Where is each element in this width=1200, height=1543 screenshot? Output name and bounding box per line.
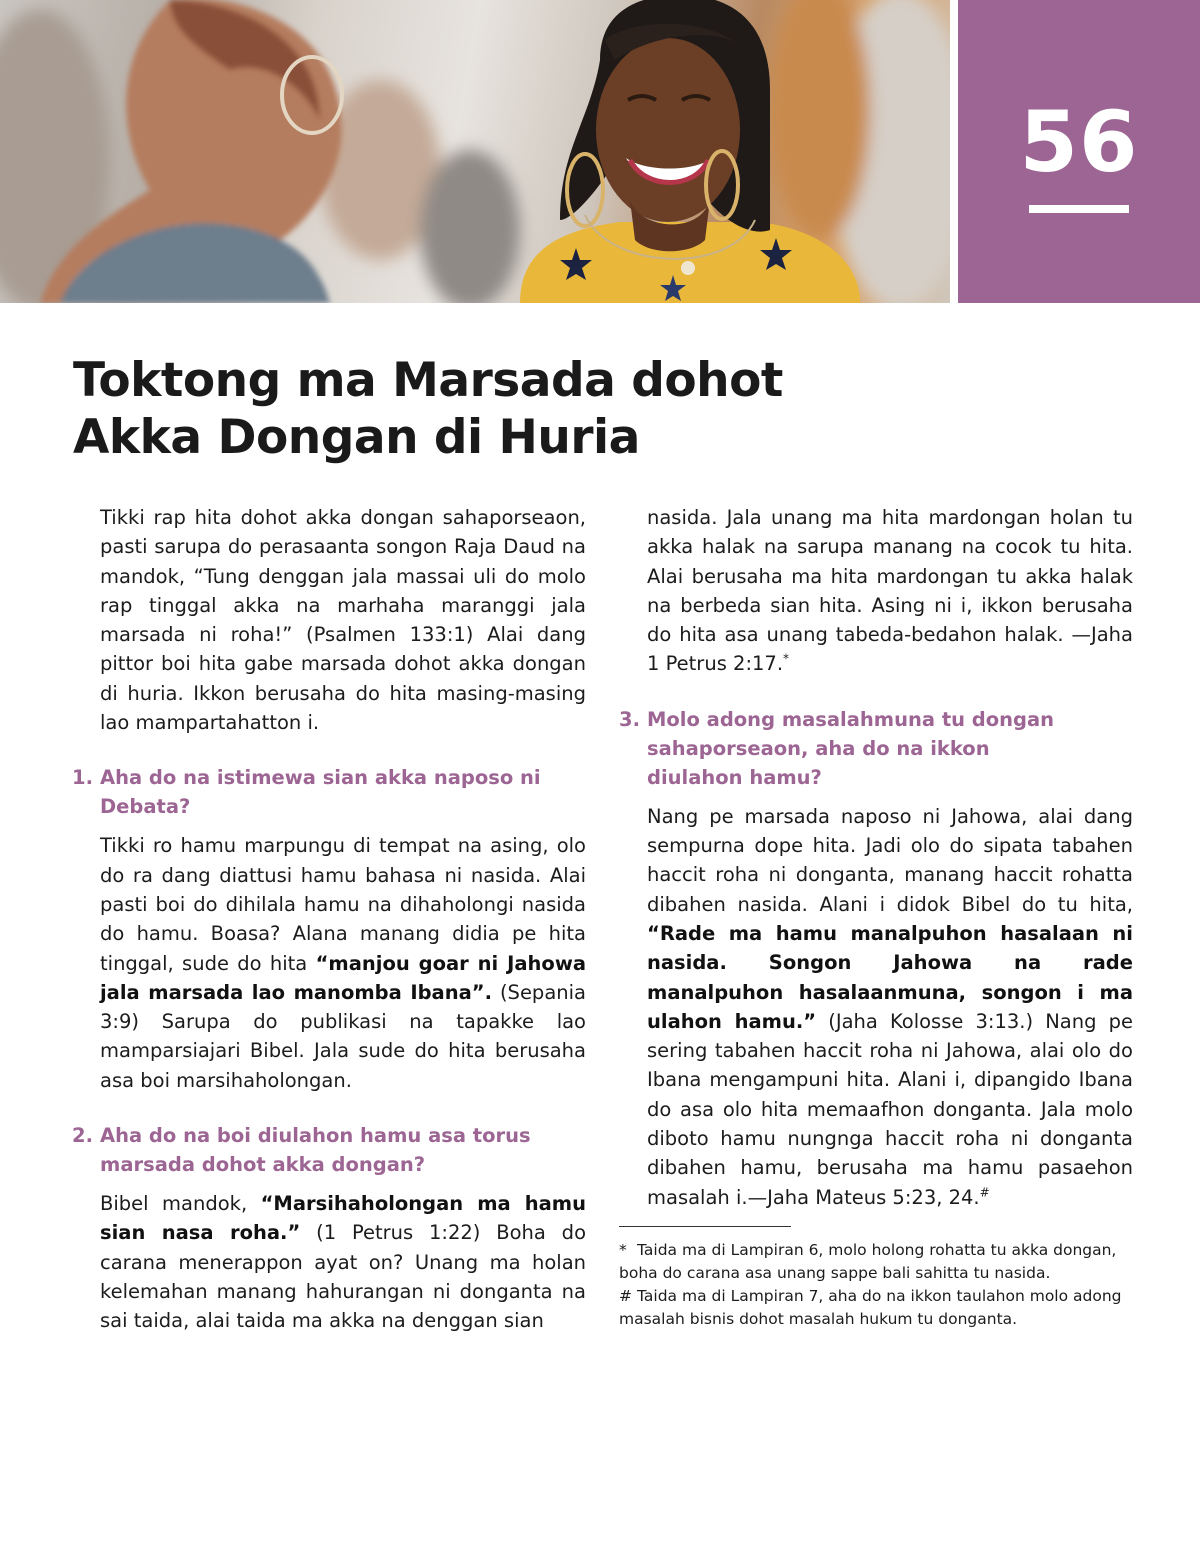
- answer-2-bold-quote: “Marsihaholongan ma hamu sian nasa roha.”: [100, 1192, 586, 1245]
- answer-3-paragraph: [647, 802, 1133, 1212]
- answer-1-bold-quote: “manjou goar ni Jahowa jala marsada lao manomba Ibana”.: [100, 951, 586, 1004]
- question-1-text: Aha do na istimewa sian akka naposo ni Debata?: [100, 766, 541, 819]
- footnote-1-text: Taida ma di Lampiran 6, molo holong rohatta tu akka dongan, boha do carana asa unang sappe bali sahitta tu nasida.: [619, 1240, 1117, 1282]
- footnote-2: [619, 1285, 1133, 1331]
- question-3-text: [647, 705, 1133, 792]
- page-title-line-2: Akka Dongan di Huria: [73, 410, 640, 465]
- answer-3-text-a: Nang pe marsada naposo ni Jahowa, alai dang sempurna dope hita. Jadi olo do sipata tabahen haccit roha ni donganta, manang haccit rohatta dibahen nasida. Alani i didok Bibel do tu hita,: [647, 804, 1133, 916]
- hero-photo-illustration: [0, 0, 950, 303]
- footnote-ref-star[interactable]: *: [783, 651, 790, 666]
- page-title-line-1: Toktong ma Marsada dohot: [73, 353, 783, 408]
- question-2-number: 2.: [72, 1124, 93, 1148]
- lesson-number: 56: [1019, 93, 1139, 191]
- question-3: [619, 705, 1133, 792]
- question-3-line-3: diulahon hamu?: [647, 765, 822, 789]
- page-title: [73, 352, 873, 466]
- footnote-1: [619, 1239, 1133, 1285]
- question-2-text: Aha do na boi diulahon hamu asa torus marsada dohot akka dongan?: [100, 1124, 531, 1177]
- question-2: [72, 1121, 586, 1179]
- footnote-divider: [619, 1226, 791, 1227]
- lesson-number-box: [958, 0, 1200, 303]
- answer-3-text-c: (Jaha Kolosse 3:13.) Nang pe sering tabahen haccit roha ni Jahowa, alai olo do Ibana mengampuni hita. Alani i, dipangido Ibana do asa olo hita memaafhon donganta. Jala molo diboto hamu nungnga haccit roha ni donganta dibahen hamu, berusaha ma hamu pasaehon masalah i.—Jaha Mateus 5:23, 24.: [647, 1009, 1133, 1209]
- left-column: [72, 503, 586, 1336]
- question-1-number: 1.: [72, 766, 93, 790]
- footnote-1-mark: *: [619, 1240, 627, 1259]
- question-3-number: 3.: [619, 707, 640, 731]
- question-1: [72, 763, 586, 821]
- answer-3-bold-quote: “Rade ma hamu manalpuhon hasalaan ni nasida. Songon Jahowa na rade manalpuhon hasalaanmuna, songon i ma ulahon hamu.”: [647, 921, 1133, 1033]
- footnote-2-text: Taida ma di Lampiran 7, aha do na ikkon taulahon molo adong masalah bisnis dohot masalah hukum tu donganta.: [619, 1286, 1122, 1328]
- answer-2-paragraph: [100, 1189, 586, 1335]
- answer-1-paragraph: [100, 831, 586, 1095]
- lesson-number-underline: [1029, 205, 1129, 213]
- intro-paragraph: Tikki rap hita dohot akka dongan sahaporseaon, pasti sarupa do perasaanta songon Raja Daud na mandok, “Tung denggan jala massai uli do molo rap tinggal akka na marhaha maranggi jala marsada ni roha!” (Psalmen 133:1) Alai dang pittor boi hita gabe marsada dohot akka dongan di huria. Ikkon berusaha do hita masing-masing lao mampartahatton i.: [100, 506, 586, 735]
- answer-1-text-a: Tikki ro hamu marpungu di tempat na asing, olo do ra dang diattusi hamu bahasa ni nasida. Alai pasti boi do dihilala hamu na dihaholongi nasida do hamu. Boasa? Alana manang didia pe hita tinggal, sude do hita: [100, 834, 586, 975]
- question-3-line-2: sahaporseaon, aha do na ikkon: [647, 736, 990, 760]
- answer-2-continued-text: nasida. Jala unang ma hita mardongan holan tu akka halak na sarupa manang na cocok tu hita. Alai berusaha ma hita mardongan tu akka halak na berbeda sian hita. Asing ni i, ikkon berusaha do hita asa unang tabeda-bedahon halak. —Jaha 1 Petrus 2:17.: [647, 506, 1133, 676]
- hero-photo: [0, 0, 950, 303]
- answer-2-text-a: Bibel mandok,: [100, 1192, 261, 1216]
- answer-2-text-c: (1 Petrus 1:22) Boha do carana menerappon ayat on? Unang ma holan kelemahan manang hahurangan ni donganta na sai taida, alai taida ma akka na denggan sian: [100, 1221, 586, 1333]
- footnote-ref-hash[interactable]: #: [979, 1185, 990, 1200]
- footnote-2-mark: #: [619, 1286, 632, 1305]
- right-column: [619, 503, 1133, 1331]
- question-3-line-1: Molo adong masalahmuna tu dongan: [647, 707, 1055, 731]
- answer-2-continued: [647, 503, 1133, 679]
- answer-1-text-c: (Sepania 3:9) Sarupa do publikasi na tapakke lao mamparsiajari Bibel. Jala sude do hita berusaha asa boi marsihaholongan.: [100, 980, 586, 1092]
